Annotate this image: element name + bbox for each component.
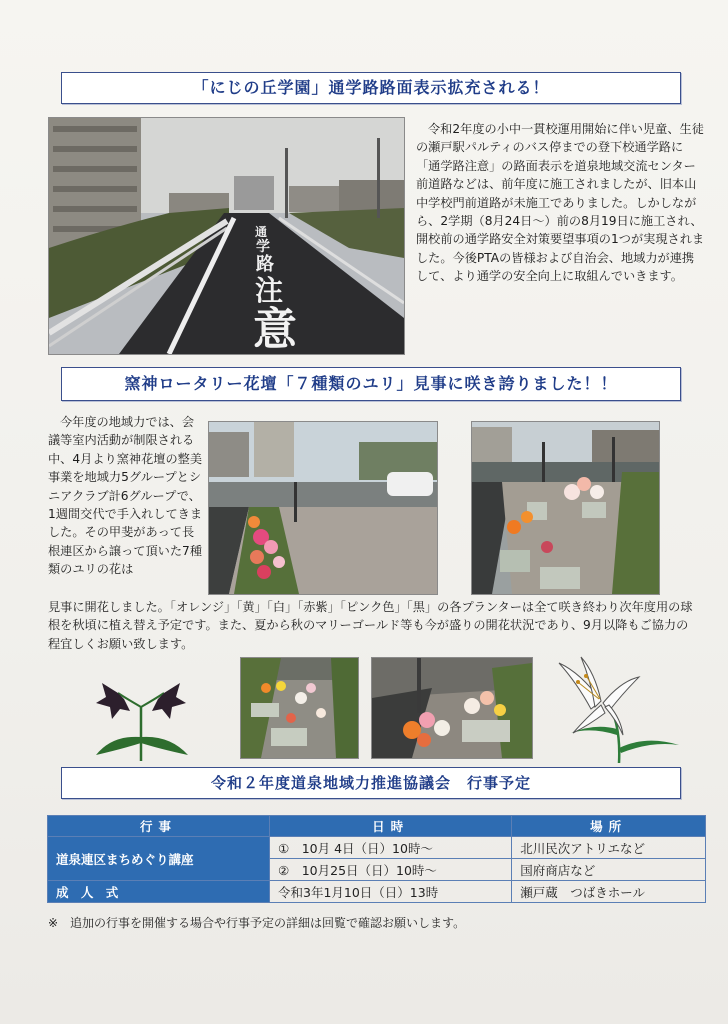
header-datetime: 日時 xyxy=(270,816,512,837)
road-marking-char: 意 xyxy=(253,304,297,354)
event-date-cell: ① 10月 4日（日）10時～ xyxy=(270,837,512,859)
lily-planter-photo-1 xyxy=(240,657,359,759)
black-lily-illustration xyxy=(92,677,190,761)
road-marking-photo xyxy=(48,117,405,355)
event-date-cell: 令和3年1月10日（日）13時 xyxy=(270,881,512,903)
header-place: 場所 xyxy=(512,816,706,837)
section2-body-upper: 今年度の地域力では、会議等室内活動が制限される中、4月より窯神花壇の整美事業を地域力5グループとシニアクラブ計6グループで、1週間交代で手入れしてきました。その甲斐があって長根連区から譲って頂いた7種類のユリの花は xyxy=(48,415,203,577)
event-schedule-table xyxy=(47,815,706,903)
flowerbed-photo-wide xyxy=(208,421,438,595)
lily-planters-photo-tall xyxy=(471,421,660,595)
table-row xyxy=(48,837,706,859)
section1-title: 「にじの丘学園」通学路路面表示拡充される！ xyxy=(61,72,681,104)
road-marking-char: 注 xyxy=(254,274,284,307)
event-date-cell: ② 10月25日（日）10時～ xyxy=(270,859,512,881)
header-event: 行事 xyxy=(48,816,270,837)
road-marking-char: 路 xyxy=(256,254,274,275)
section2-title: 窯神ロータリー花壇「７種類のユリ」見事に咲き誇りました！！ xyxy=(61,367,681,401)
footnote: ※ 追加の行事を開催する場合や行事予定の詳細は回覧で確認お願いします。 xyxy=(48,916,466,930)
section3-title: 令和２年度道泉地域力推進協議会 行事予定 xyxy=(61,767,681,799)
event-name-cell: 成 人 式 xyxy=(48,881,270,903)
road-marking-char: 通 xyxy=(254,225,268,239)
event-place-cell: 国府商店など xyxy=(512,859,706,881)
lily-planter-photo-2 xyxy=(371,657,533,759)
table-row xyxy=(48,881,706,903)
table-header-row xyxy=(48,816,706,837)
event-name-cell: 道泉連区まちめぐり講座 xyxy=(48,837,270,881)
event-place-cell: 瀬戸蔵 つばきホール xyxy=(512,881,706,903)
white-lily-illustration xyxy=(551,653,681,763)
section1-body: 令和2年度の小中一貫校運用開始に伴い児童、生徒の瀬戸駅パルティのバス停までの登下校通学路に「通学路注意」の路面表示を道泉地域交流センター前道路などは、前年度に施工されましたが、旧本山中学校門前道路が未施工でありました。しかしながら、2学期（8月24日～）前の8月19日に施工され、開校前の通学路安全対策要望事項の1つが実現されました。今後PTAの皆様および自治会、地域力が連携して、より通学の安全向上に取組んでいきます。 xyxy=(416,122,705,284)
section2-body-lower: 見事に開花しました。「オレンジ」「黄」「白」「赤紫」「ピンク色」「黒」の各プランターは全て咲き終わり次年度用の球根を秋頃に植え替え予定です。また、夏から秋のマリーゴールド等も今が盛りの開花状況であり、9月以降もご協力の程宜しくお願い致します。 xyxy=(48,600,693,651)
road-marking-char: 学 xyxy=(256,239,270,255)
event-place-cell: 北川民次アトリエなど xyxy=(512,837,706,859)
